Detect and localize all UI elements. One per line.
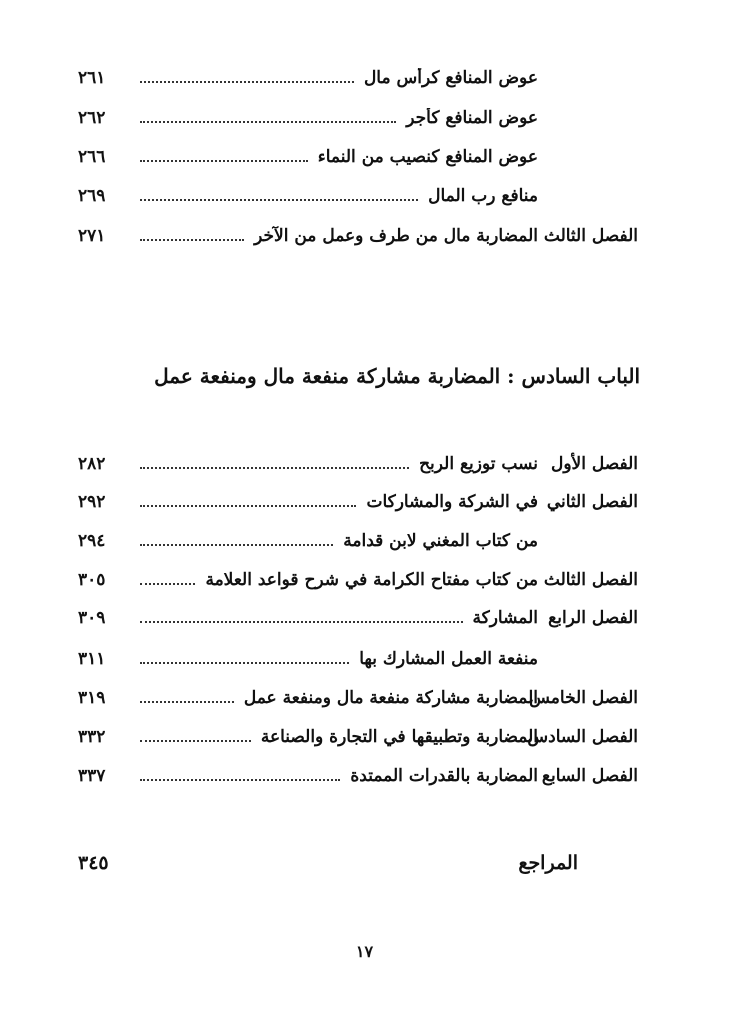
dot-leader <box>140 81 354 83</box>
toc-entry-title: المضاربة مال من طرف وعمل من الآخر <box>254 226 538 246</box>
toc-entry <box>78 486 638 518</box>
dot-leader <box>140 779 340 781</box>
toc-chapter-label: الفصل السابع <box>541 766 638 786</box>
toc-entry-title: نسب توزيع الربح <box>419 454 538 474</box>
toc-chapter-label: الفصل الخامس <box>529 688 638 708</box>
toc-page-number: ٣١٩ <box>78 688 106 708</box>
toc-entry <box>78 721 638 753</box>
toc-chapter-label: الفصل الأول <box>550 454 638 474</box>
toc-page-number: ٢٦٩ <box>78 186 106 206</box>
toc-page-number: ٣٣٧ <box>78 766 106 786</box>
toc-entry <box>78 180 638 212</box>
toc-chapter-label: الفصل الثالث <box>543 570 638 590</box>
dot-leader <box>140 239 244 241</box>
toc-entry-title: المشاركة <box>472 608 538 628</box>
toc-entry-title: عوض المنافع كرأس مال <box>363 68 538 88</box>
toc-entry <box>78 102 638 134</box>
toc-chapter-label: الفصل الثالث <box>543 226 638 246</box>
toc-page-number: ٢٨٢ <box>78 454 106 474</box>
toc-entry <box>78 62 638 94</box>
toc-chapter-label: الفصل الثاني <box>546 492 638 512</box>
toc-page-number: ٢٦٢ <box>78 108 106 128</box>
toc-entry <box>78 682 638 714</box>
toc-entry-title: المضاربة مشاركة منفعة مال ومنفعة عمل <box>243 688 538 708</box>
toc-page-number: ٢٧١ <box>78 226 106 246</box>
toc-page-number: ٣٠٥ <box>78 570 106 590</box>
toc-entry <box>78 525 638 557</box>
toc-entry-title: من كتاب مفتاح الكرامة في شرح قواعد العلامة <box>205 570 538 590</box>
toc-entry-title: في الشركة والمشاركات <box>366 492 538 512</box>
toc-entry-title: المضاربة وتطبيقها في التجارة والصناعة <box>260 727 538 747</box>
toc-entry-title: عوض المنافع كأجر <box>406 108 538 128</box>
toc-entry-title: منافع رب المال <box>428 186 538 206</box>
dot-leader <box>140 701 234 703</box>
toc-entry <box>78 760 638 792</box>
dot-leader <box>140 467 409 469</box>
toc-entry <box>78 643 638 675</box>
toc-entry-title: عوض المنافع كنصيب من النماء <box>317 147 538 167</box>
toc-entry-title: المضاربة بالقدرات الممتدة <box>350 766 538 786</box>
toc-entry <box>78 602 638 634</box>
dot-leader <box>140 544 333 546</box>
dot-leader <box>140 199 418 201</box>
dot-leader <box>140 621 463 623</box>
toc-chapter-label: الفصل السادس <box>527 727 638 747</box>
toc-page-number: ٣٣٢ <box>78 727 106 747</box>
toc-chapter-label: الفصل الرابع <box>548 608 638 628</box>
toc-page-number: ٢٩٢ <box>78 492 106 512</box>
references-title: المراجع <box>518 852 578 874</box>
toc-entry-title: منفعة العمل المشارك بها <box>359 649 538 669</box>
toc-entry <box>78 141 638 173</box>
page-number: ١٧ <box>355 942 374 961</box>
dot-leader <box>140 662 349 664</box>
dot-leader <box>140 583 195 585</box>
dot-leader <box>140 121 396 123</box>
toc-page-number: ٢٦٦ <box>78 147 106 167</box>
toc-entry <box>78 564 638 596</box>
section-heading: الباب السادس : المضاربة مشاركة منفعة مال ومنفعة عمل <box>154 364 640 388</box>
toc-page-number: ٢٩٤ <box>78 531 106 551</box>
dot-leader <box>140 160 308 162</box>
toc-entry <box>78 448 638 480</box>
toc-page-number: ٣١١ <box>78 649 106 669</box>
references-page-number: ٣٤٥ <box>78 852 109 874</box>
toc-page-number: ٣٠٩ <box>78 608 106 628</box>
dot-leader <box>140 740 251 742</box>
dot-leader <box>140 505 356 507</box>
toc-page-number: ٢٦١ <box>78 68 106 88</box>
toc-entry <box>78 220 638 252</box>
toc-entry-title: من كتاب المغني لابن قدامة <box>343 531 538 551</box>
references-entry <box>78 846 578 880</box>
